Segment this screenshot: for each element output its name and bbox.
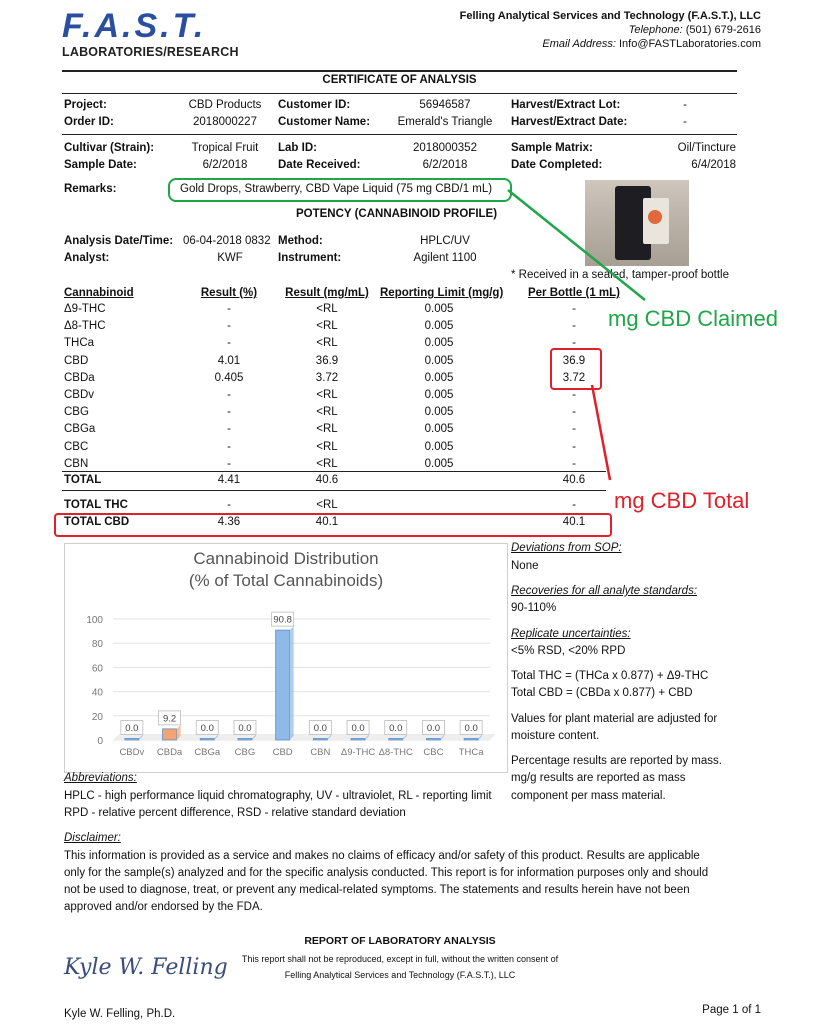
analysis-datetime-label: Analysis Date/Time: <box>64 235 174 247</box>
table-cell: <RL <box>316 406 338 418</box>
table-cell: - <box>572 303 576 315</box>
sample-date-value: 6/2/2018 <box>202 159 248 171</box>
total-cbd-cell: TOTAL CBD <box>64 516 130 528</box>
table-cell: CBGa <box>64 423 96 435</box>
table-cell: 0.005 <box>424 458 454 470</box>
pct-note-1: Percentage results are reported by mass. <box>511 755 722 767</box>
logo-sub: LABORATORIES/RESEARCH <box>62 45 239 59</box>
data-label: 0.0 <box>125 723 139 734</box>
total-row-cell: 4.41 <box>217 474 241 486</box>
sealed-note: * Received in a sealed, tamper-proof bottle <box>511 269 729 281</box>
y-tick-label: 20 <box>91 711 103 723</box>
chart-frame <box>64 543 508 773</box>
formula-thc: Total THC = (THCa x 0.877) + Δ9-THC <box>511 670 709 682</box>
sample-matrix-label: Sample Matrix: <box>511 142 593 154</box>
total-cbd-cell: 40.1 <box>562 516 586 528</box>
y-tick-label: 80 <box>91 639 103 651</box>
bar-CBD <box>276 630 290 740</box>
disclaimer-line-2: only for the sample(s) analyzed and for the specific analysis conducted. This report is for information purposes only and should <box>64 867 709 879</box>
x-tick-label: CBN <box>310 747 331 758</box>
plant-note-1: Values for plant material are adjusted for <box>511 713 718 725</box>
footer-line-2: Felling Analytical Services and Technology (F.A.S.T.), LLC <box>284 970 516 980</box>
table-cell: Δ8-THC <box>64 320 106 332</box>
bar-Δ9-THC <box>351 739 365 741</box>
x-tick-label: Δ8-THC <box>378 747 413 758</box>
bar-CBC <box>426 739 440 741</box>
bar-CBDv <box>125 739 139 741</box>
table-cell: - <box>227 337 231 349</box>
table-cell: CBDv <box>64 389 95 401</box>
analyst-value: KWF <box>217 252 243 264</box>
total-cbd-highlight <box>54 513 612 537</box>
harvest-lot-label: Harvest/Extract Lot: <box>511 99 621 111</box>
data-label: 9.2 <box>162 713 177 725</box>
table-cell: 0.005 <box>424 441 454 453</box>
data-label: 0.0 <box>313 723 327 734</box>
pct-note-3: component per mass material. <box>511 790 666 802</box>
method-value: HPLC/UV <box>420 235 470 247</box>
replicate-value: <5% RSD, <20% RPD <box>511 645 626 657</box>
y-tick-label: 40 <box>91 687 103 699</box>
table-cell: <RL <box>316 441 338 453</box>
table-cell: 0.005 <box>424 337 454 349</box>
data-label: 0.0 <box>389 723 403 734</box>
table-cell: CBG <box>64 406 89 418</box>
total-thc-cell: - <box>227 499 231 511</box>
total-thc-cell: - <box>572 499 576 511</box>
table-cell: - <box>227 458 231 470</box>
table-cell: 0.005 <box>424 389 454 401</box>
bar-CBG <box>238 739 252 741</box>
lab-id-value: 2018000352 <box>413 142 477 154</box>
table-cell: CBD <box>64 355 89 367</box>
method-label: Method: <box>278 235 323 247</box>
order-label: Order ID: <box>64 116 114 128</box>
sample-date-label: Sample Date: <box>64 159 137 171</box>
report-title: REPORT OF LABORATORY ANALYSIS <box>304 935 496 947</box>
remarks-label: Remarks: <box>64 183 117 195</box>
harvest-lot-value: - <box>683 99 687 111</box>
bar-side <box>290 626 294 740</box>
deviations-title: Deviations from SOP: <box>511 542 622 554</box>
page-number: Page 1 of 1 <box>702 1004 761 1016</box>
table-cell: - <box>572 389 576 401</box>
table-cell: - <box>572 337 576 349</box>
table-cell: CBDa <box>64 372 95 384</box>
x-tick-label: CBDv <box>119 747 145 758</box>
table-header-4: Per Bottle (1 mL) <box>527 287 620 299</box>
table-cell: 3.72 <box>315 372 339 384</box>
email-label: Email Address: <box>542 38 616 50</box>
x-tick-label: CBGa <box>194 747 221 758</box>
customer-name-value: Emerald's Triangle <box>397 116 493 128</box>
total-thc-cell: <RL <box>316 499 338 511</box>
total-row-cell: TOTAL <box>64 474 102 486</box>
total-cbd-cell: 4.36 <box>217 516 241 528</box>
instrument-label: Instrument: <box>278 252 342 264</box>
table-cell: 0.405 <box>214 372 244 384</box>
abbreviations-line-2: RPD - relative percent difference, RSD - relative standard deviation <box>64 807 406 819</box>
table-cell: <RL <box>316 303 338 315</box>
data-label: 0.0 <box>426 723 441 734</box>
signer-name: Kyle W. Felling, Ph.D. <box>64 1008 176 1020</box>
signature: Kyle W. Felling <box>64 955 228 980</box>
bar-THCa <box>464 739 478 741</box>
telephone-value: (501) 679-2616 <box>685 24 761 36</box>
remarks-value: Gold Drops, Strawberry, CBD Vape Liquid (75 mg CBD/1 mL) <box>180 183 493 195</box>
logo-main: F.A.S.T. <box>62 7 207 45</box>
plant-note-2: moisture content. <box>511 730 600 742</box>
x-tick-label: CBC <box>423 747 444 758</box>
table-cell: THCa <box>64 337 95 349</box>
table-header-3: Reporting Limit (mg/g) <box>380 287 504 299</box>
date-received-value: 6/2/2018 <box>422 159 468 171</box>
analyst-label: Analyst: <box>64 252 110 264</box>
recoveries-title: Recoveries for all analyte standards: <box>511 585 698 597</box>
email-value: Info@FASTLaboratories.com <box>618 38 761 50</box>
table-cell: 0.005 <box>424 423 454 435</box>
data-label: 0.0 <box>200 723 214 734</box>
table-cell: CBN <box>64 458 89 470</box>
chart-title: Cannabinoid Distribution <box>193 549 379 568</box>
data-label: 0.0 <box>238 723 252 734</box>
company-name: Felling Analytical Services and Technology (F.A.S.T.), LLC <box>459 10 761 22</box>
recoveries-value: 90-110% <box>511 602 557 614</box>
bar-Δ8-THC <box>389 739 403 741</box>
pct-note-2: mg/g results are reported as mass <box>511 772 686 784</box>
table-cell: - <box>572 441 576 453</box>
table-cell: <RL <box>316 320 338 332</box>
data-label: 0.0 <box>351 723 365 734</box>
table-cell: CBC <box>64 441 89 453</box>
sample-matrix-value: Oil/Tincture <box>677 142 736 154</box>
x-tick-label: CBD <box>272 747 293 758</box>
total-thc-cell: TOTAL THC <box>64 499 128 511</box>
table-cell: 36.9 <box>562 355 586 367</box>
disclaimer-line-4: approved and/or endorsed by the FDA. <box>64 901 263 913</box>
instrument-value: Agilent 1100 <box>413 252 477 264</box>
y-tick-label: 60 <box>91 663 103 675</box>
table-cell: - <box>572 406 576 418</box>
table-cell: - <box>227 423 231 435</box>
mg-cbd-claimed-annotation: mg CBD Claimed <box>608 306 778 331</box>
table-cell: - <box>572 320 576 332</box>
disclaimer-title: Disclaimer: <box>64 832 121 844</box>
mg-cbd-total-annotation: mg CBD Total <box>614 488 750 513</box>
date-completed-value: 6/4/2018 <box>691 159 736 171</box>
x-tick-label: THCa <box>458 747 484 758</box>
cultivar-label: Cultivar (Strain): <box>64 142 155 154</box>
date-completed-label: Date Completed: <box>511 159 603 171</box>
chart-subtitle: (% of Total Cannabinoids) <box>188 571 384 590</box>
replicate-title: Replicate uncertainties: <box>511 628 631 640</box>
table-cell: 36.9 <box>315 355 339 367</box>
table-cell: 0.005 <box>424 406 454 418</box>
customer-id-value: 56946587 <box>419 99 471 111</box>
customer-name-label: Customer Name: <box>278 116 371 128</box>
table-cell: - <box>227 406 231 418</box>
footer-line-1: This report shall not be reproduced, except in full, without the written consent of <box>241 954 559 964</box>
bar-CBGa <box>200 739 214 741</box>
table-cell: 4.01 <box>217 355 241 367</box>
table-cell: 3.72 <box>562 372 586 384</box>
table-cell: - <box>227 441 231 453</box>
cultivar-value: Tropical Fruit <box>191 142 259 154</box>
table-cell: <RL <box>316 389 338 401</box>
deviations-value: None <box>511 560 539 572</box>
table-cell: 0.005 <box>424 355 454 367</box>
analysis-datetime-value: 06-04-2018 0832 <box>183 235 271 247</box>
project-label: Project: <box>64 99 107 111</box>
bar-CBDa <box>163 729 177 740</box>
table-header-1: Result (%) <box>200 287 258 299</box>
certificate-title: CERTIFICATE OF ANALYSIS <box>322 74 477 86</box>
disclaimer-line-1: This information is provided as a service and makes no claims of efficacy and/or safety of this product. Results are applicable <box>64 850 700 862</box>
table-cell: - <box>572 458 576 470</box>
data-label: 90.8 <box>273 614 292 626</box>
table-cell: - <box>227 320 231 332</box>
telephone-label: Telephone: <box>628 24 683 36</box>
y-tick-label: 0 <box>97 736 103 747</box>
total-row-cell: 40.6 <box>562 474 586 486</box>
potency-title: POTENCY (CANNABINOID PROFILE) <box>296 208 498 220</box>
table-cell: - <box>227 389 231 401</box>
table-cell: <RL <box>316 458 338 470</box>
x-tick-label: Δ9-THC <box>340 747 376 758</box>
x-tick-label: CBG <box>234 747 256 758</box>
cannabinoid-distribution-chart <box>65 544 507 772</box>
table-cell: - <box>572 423 576 435</box>
harvest-date-label: Harvest/Extract Date: <box>511 116 628 128</box>
green-connector <box>508 190 645 300</box>
order-value: 2018000227 <box>193 116 257 128</box>
data-label: 0.0 <box>464 723 478 734</box>
table-rule <box>62 490 606 491</box>
customer-id-label: Customer ID: <box>278 99 351 111</box>
abbreviations-line-1: HPLC - high performance liquid chromatography, UV - ultraviolet, RL - reporting limit <box>64 790 492 802</box>
disclaimer-line-3: not be used to diagnose, treat, or prevent any medical-related symptoms. The statements and results herein have not been <box>64 884 690 896</box>
table-cell: 0.005 <box>424 303 454 315</box>
date-received-label: Date Received: <box>278 159 361 171</box>
table-cell: - <box>227 303 231 315</box>
table-header-2: Result (mg/mL) <box>285 287 369 299</box>
total-cbd-cell: 40.1 <box>315 516 339 528</box>
table-cell: <RL <box>316 423 338 435</box>
table-cell: 0.005 <box>424 320 454 332</box>
table-rule <box>62 471 606 472</box>
table-cell: <RL <box>316 337 338 349</box>
abbreviations-title: Abbreviations: <box>64 772 137 784</box>
bar-CBN <box>313 739 327 741</box>
table-cell: Δ9-THC <box>64 303 106 315</box>
table-header-0: Cannabinoid <box>64 287 134 299</box>
y-tick-label: 100 <box>86 615 103 626</box>
project-value: CBD Products <box>188 99 262 111</box>
total-row-cell: 40.6 <box>315 474 339 486</box>
harvest-date-value: - <box>683 116 687 128</box>
lab-id-label: Lab ID: <box>278 142 317 154</box>
x-tick-label: CBDa <box>156 747 183 758</box>
cbd-per-bottle-highlight <box>550 348 602 390</box>
table-cell: 0.005 <box>424 372 454 384</box>
formula-cbd: Total CBD = (CBDa x 0.877) + CBD <box>511 687 693 699</box>
